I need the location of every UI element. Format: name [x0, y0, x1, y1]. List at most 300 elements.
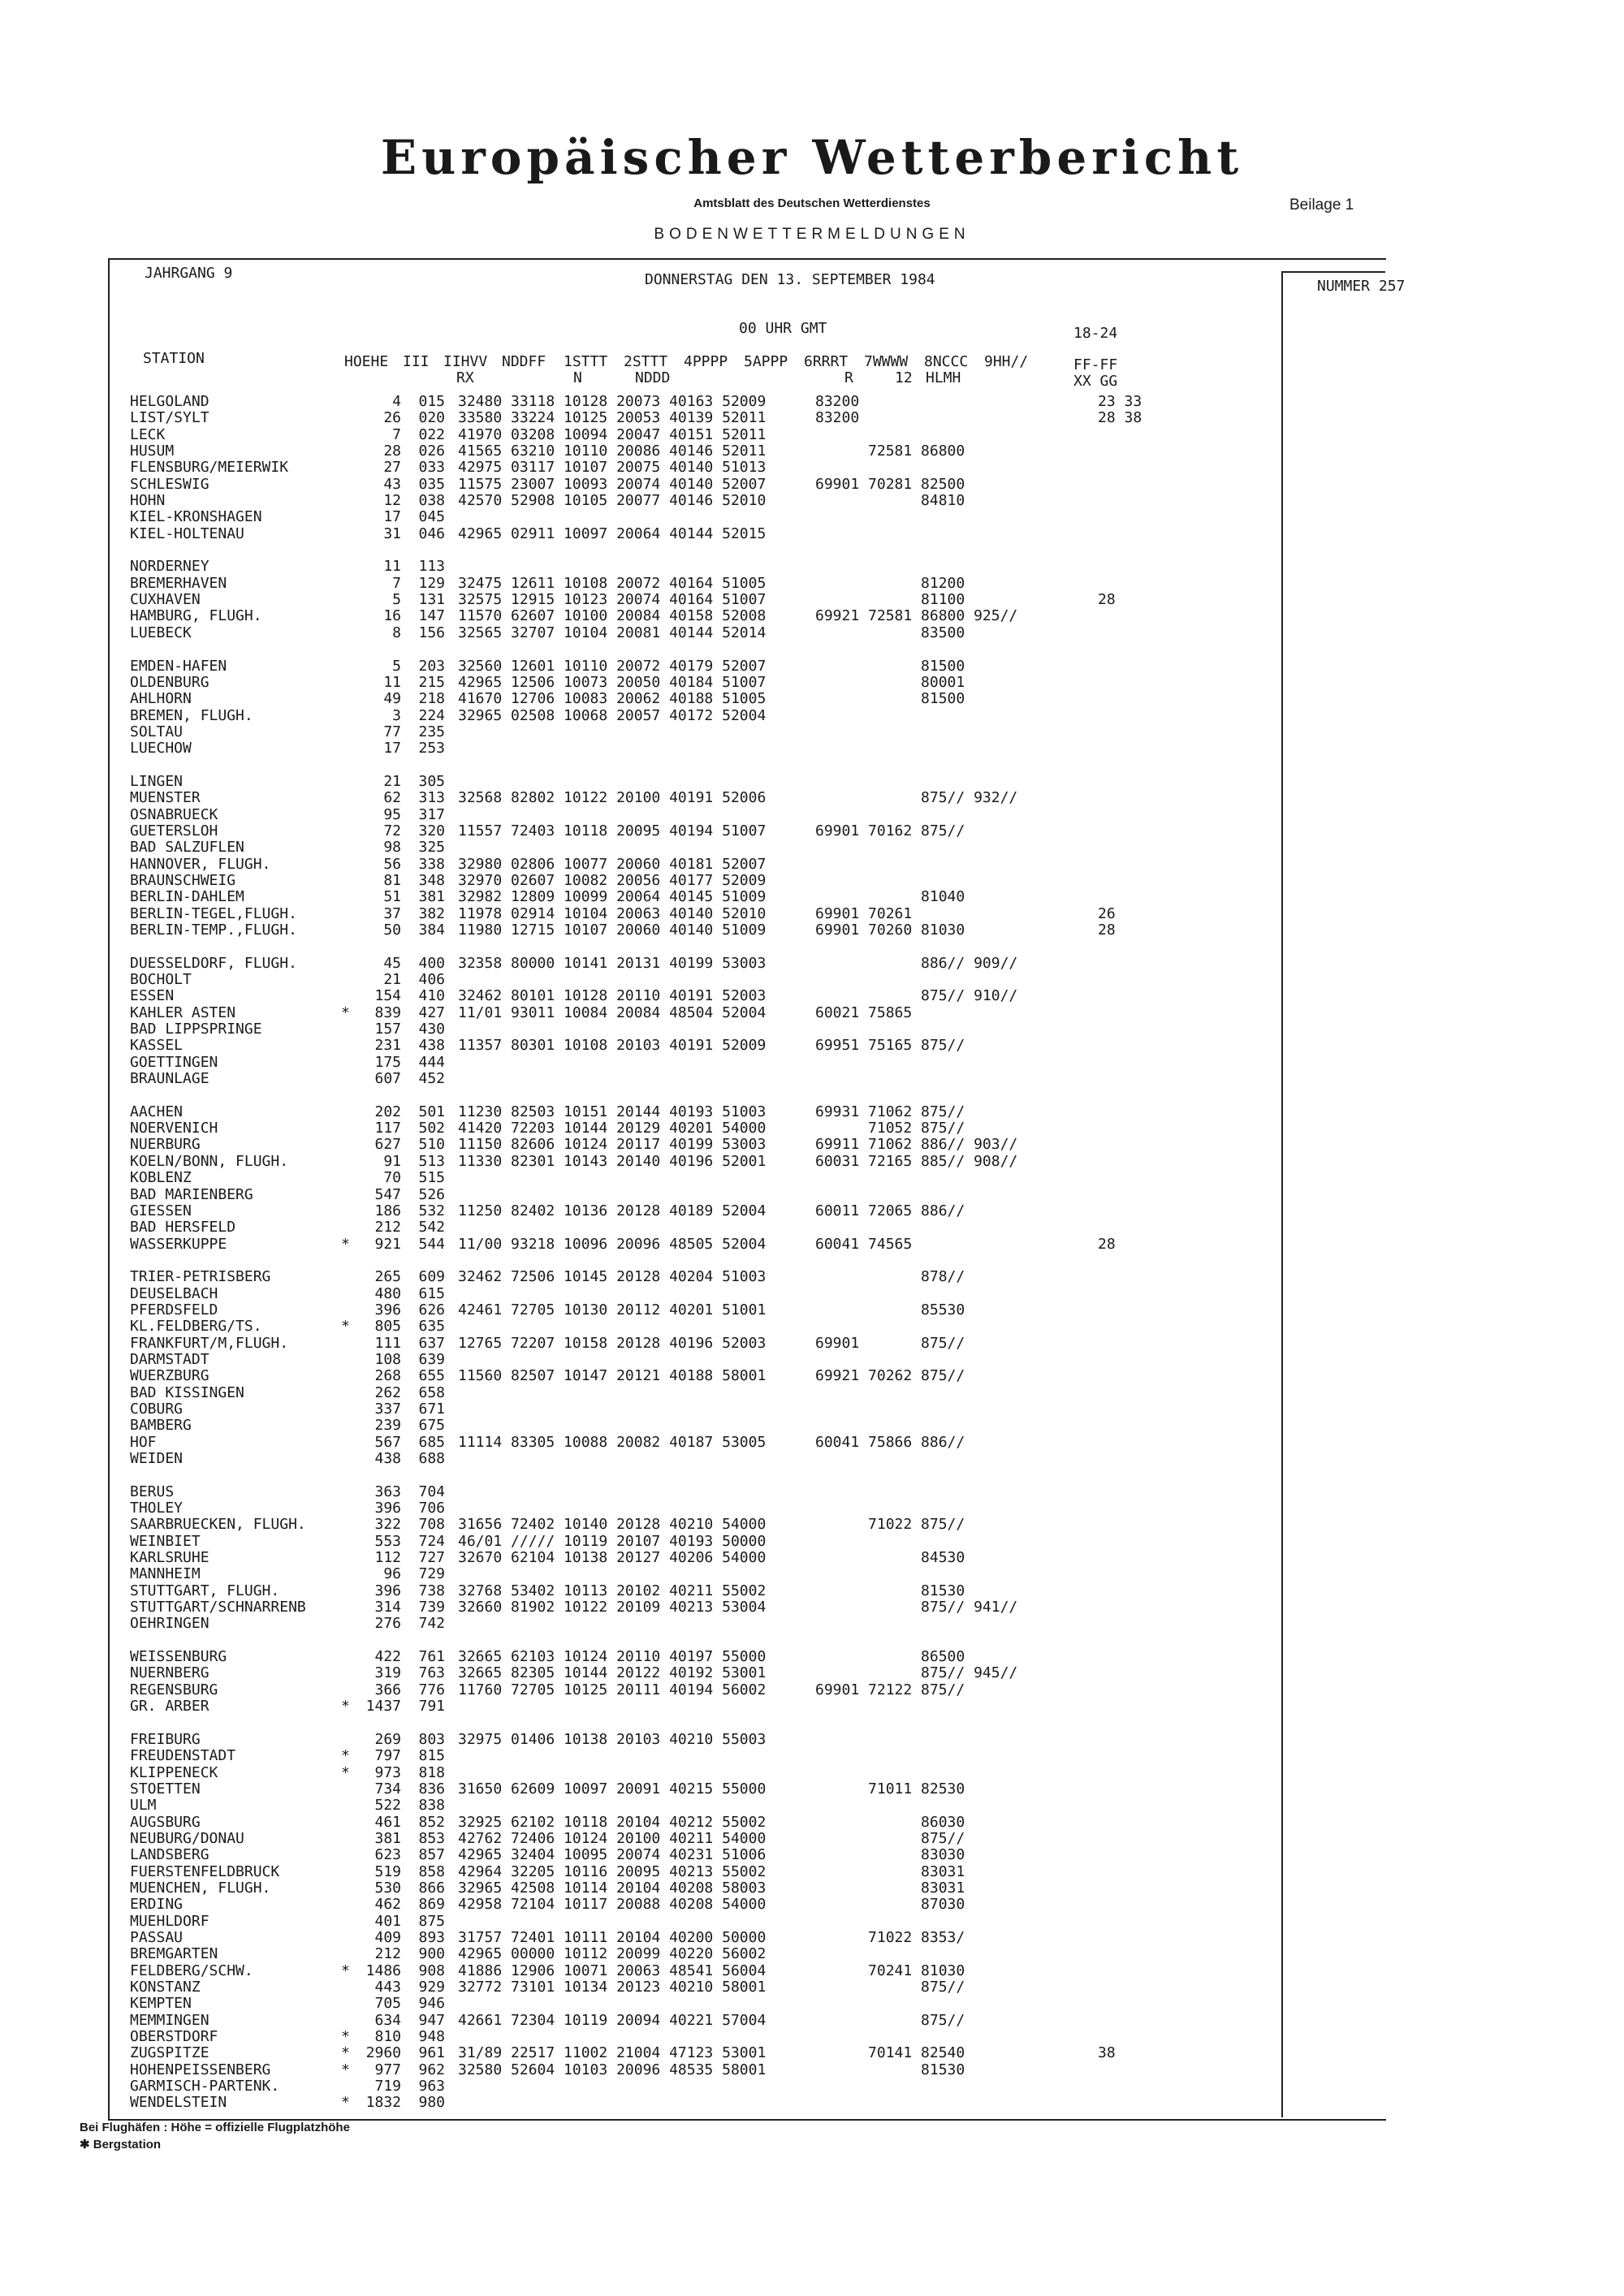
station-name: MEMMINGEN — [130, 2011, 209, 2029]
mountain-station-mark — [341, 987, 357, 1003]
synop-extra-groups — [815, 1698, 1098, 1714]
station-height: 363 — [374, 1482, 401, 1500]
station-number: 203 — [418, 657, 445, 675]
station-number: 400 — [418, 954, 445, 972]
station-number: 708 — [418, 1516, 445, 1534]
station-height: 607 — [374, 1070, 401, 1088]
station-height: 62 — [383, 789, 401, 807]
mountain-station-mark — [341, 1780, 357, 1797]
station-number: 637 — [418, 1334, 445, 1352]
table-row — [130, 558, 1163, 574]
station-name: FREIBURG — [130, 1730, 201, 1748]
station-number: 022 — [418, 425, 445, 443]
station-height: 522 — [374, 1797, 401, 1815]
synop-extra-groups: 69921 70262 875// — [815, 1367, 965, 1385]
station-number: 671 — [418, 1400, 445, 1418]
mountain-station-mark — [341, 575, 357, 591]
synop-groups: 46/01 ///// 10119 20107 40193 50000 — [458, 1532, 767, 1550]
synop-groups — [458, 1615, 815, 1631]
synop-extra-groups: 69901 70261 — [815, 904, 913, 922]
table-row — [130, 525, 1163, 542]
wind-gusts — [1098, 987, 1163, 1003]
station-height — [357, 1715, 401, 1731]
wind-gusts — [1098, 1995, 1163, 2011]
synop-groups — [458, 2028, 815, 2044]
table-row — [130, 426, 1163, 442]
station-height: 111 — [374, 1334, 401, 1352]
station-name: COBURG — [130, 1400, 184, 1418]
station-name: HOHENPEISSENBERG — [130, 2061, 271, 2078]
table-row — [130, 1351, 1163, 1367]
station-height: 462 — [374, 1896, 401, 1914]
synop-groups: 32575 12915 10123 20074 40164 51007 — [458, 591, 767, 609]
station-height — [357, 757, 401, 773]
table-row — [130, 591, 1163, 607]
wind-gusts — [1098, 476, 1163, 492]
synop-groups: 11114 83305 10088 20082 40187 53005 — [458, 1433, 767, 1451]
wind-gusts — [1098, 1533, 1163, 1549]
station-number — [401, 1252, 445, 1268]
station-name: WEISSENBURG — [130, 1648, 227, 1666]
synop-groups — [458, 773, 815, 789]
station-height: 11 — [383, 558, 401, 576]
table-row — [130, 1037, 1163, 1053]
mountain-station-mark — [341, 1995, 357, 2011]
synop-extra-groups — [815, 839, 1098, 855]
synop-extra-groups: 83030 — [815, 1846, 965, 1864]
station-name: NUERBURG — [130, 1136, 201, 1154]
table-row — [130, 1285, 1163, 1301]
synop-groups — [458, 723, 815, 740]
synop-groups: 11250 82402 10136 20128 40189 52004 — [458, 1202, 767, 1219]
station-name: THOLEY — [130, 1500, 184, 1517]
station-number: 626 — [418, 1301, 445, 1318]
wind-gusts: 28 — [1098, 591, 1116, 609]
wind-gusts — [1098, 1384, 1163, 1400]
station-number: 317 — [418, 805, 445, 823]
station-height: 705 — [374, 1995, 401, 2013]
station-name: HANNOVER, FLUGH. — [130, 855, 271, 873]
mountain-station-mark — [341, 1599, 357, 1615]
station-name: MANNHEIM — [130, 1565, 201, 1583]
col-r: R — [844, 369, 853, 386]
station-number — [401, 542, 445, 558]
synop-groups — [458, 1565, 815, 1582]
station-number: 515 — [418, 1169, 445, 1187]
row-spacer — [130, 1252, 1163, 1268]
wind-gusts — [1098, 508, 1163, 524]
station-name — [130, 1715, 341, 1731]
synop-extra-groups: 72581 86800 — [815, 442, 965, 460]
station-number: 836 — [418, 1780, 445, 1798]
synop-extra-groups: 70241 81030 — [815, 1962, 965, 1979]
station-height: 28 — [383, 442, 401, 460]
mountain-station-mark — [341, 1549, 357, 1565]
wind-gusts — [1098, 938, 1163, 954]
wind-gusts — [1098, 1731, 1163, 1747]
mountain-station-mark — [341, 1715, 357, 1731]
mountain-station-mark — [341, 1202, 357, 1219]
wind-gusts — [1098, 1186, 1163, 1202]
mountain-station-mark — [341, 872, 357, 888]
station-height: 553 — [374, 1532, 401, 1550]
station-name: OBERSTDORF — [130, 2028, 218, 2046]
station-number: 033 — [418, 459, 445, 477]
station-height: 175 — [374, 1053, 401, 1071]
wind-gusts — [1098, 492, 1163, 508]
station-height: 231 — [374, 1037, 401, 1055]
station-name: WEIDEN — [130, 1450, 184, 1467]
station-name: KIEL-HOLTENAU — [130, 524, 244, 542]
synop-groups: 11/00 93218 10096 20096 48505 52004 — [458, 1235, 767, 1253]
synop-groups: 32462 80101 10128 20110 40191 52003 — [458, 987, 767, 1005]
mountain-station-mark — [341, 393, 357, 409]
wind-gusts — [1098, 426, 1163, 442]
synop-groups: 11980 12715 10107 20060 40140 51009 — [458, 921, 767, 939]
station-number: 858 — [418, 1862, 445, 1880]
mountain-station-mark — [341, 542, 357, 558]
station-name: KL.FELDBERG/TS. — [130, 1318, 262, 1336]
wind-gusts — [1098, 1880, 1163, 1896]
station-height: 269 — [374, 1730, 401, 1748]
mountain-station-mark — [341, 641, 357, 657]
synop-groups — [458, 1483, 815, 1500]
synop-extra-groups — [815, 938, 1098, 954]
synop-groups: 32560 12601 10110 20072 40179 52007 — [458, 657, 767, 675]
col-hlmh: HLMH — [926, 369, 961, 386]
synop-groups — [458, 1995, 815, 2011]
station-number: 635 — [418, 1318, 445, 1336]
station-name: TRIER-PETRISBERG — [130, 1268, 271, 1286]
wind-gusts — [1098, 1648, 1163, 1664]
station-number: 776 — [418, 1681, 445, 1698]
synop-groups: 32670 62104 10138 20127 40206 54000 — [458, 1549, 767, 1567]
wind-gusts — [1098, 674, 1163, 690]
station-height — [357, 1086, 401, 1103]
mountain-station-mark: * — [341, 1763, 350, 1781]
wind-gusts — [1098, 872, 1163, 888]
synop-groups — [458, 1500, 815, 1516]
wind-gusts: 23 33 — [1098, 393, 1142, 410]
wind-gusts — [1098, 2094, 1163, 2110]
table-row — [130, 492, 1163, 508]
station-name: PFERDSFELD — [130, 1301, 218, 1318]
station-height: 396 — [374, 1500, 401, 1517]
synop-extra-groups: 69901 72122 875// — [815, 1681, 965, 1698]
synop-groups — [458, 1747, 815, 1763]
frame-divider — [1281, 271, 1283, 2117]
wind-gusts — [1098, 2061, 1163, 2078]
wind-gusts — [1098, 1615, 1163, 1631]
synop-groups — [458, 1400, 815, 1417]
mountain-station-mark — [341, 1681, 357, 1698]
row-spacer — [130, 641, 1163, 657]
synop-groups — [458, 1054, 815, 1070]
synop-groups: 42964 32205 10116 20095 40213 55002 — [458, 1862, 767, 1880]
table-row — [130, 1500, 1163, 1516]
station-name: STOETTEN — [130, 1780, 201, 1798]
wind-gusts — [1098, 1301, 1163, 1318]
synop-extra-groups — [815, 971, 1098, 987]
mountain-station-mark — [341, 789, 357, 805]
station-name: STUTTGART/SCHNARRENB — [130, 1599, 306, 1616]
table-row — [130, 1335, 1163, 1351]
synop-groups: 32772 73101 10134 20123 40210 58001 — [458, 1979, 767, 1996]
mountain-station-mark — [341, 1516, 357, 1532]
station-number: 544 — [418, 1235, 445, 1253]
synop-groups: 42965 32404 10095 20074 40231 51006 — [458, 1846, 767, 1864]
table-row — [130, 1731, 1163, 1747]
synop-groups: 41970 03208 10094 20047 40151 52011 — [458, 425, 767, 443]
station-height: 623 — [374, 1846, 401, 1864]
synop-extra-groups — [815, 641, 1098, 657]
station-name — [130, 1466, 341, 1482]
station-number: 510 — [418, 1136, 445, 1154]
station-name: BAMBERG — [130, 1417, 192, 1435]
station-number: 869 — [418, 1896, 445, 1914]
table-row — [130, 624, 1163, 641]
table-row — [130, 1664, 1163, 1681]
wind-gusts — [1098, 1417, 1163, 1433]
station-height: 186 — [374, 1202, 401, 1219]
wind-gusts — [1098, 1219, 1163, 1235]
table-row — [130, 1698, 1163, 1714]
wind-gusts — [1098, 1549, 1163, 1565]
mountain-station-mark — [341, 525, 357, 542]
frame-divider-top — [1281, 271, 1385, 273]
mountain-station-mark — [341, 938, 357, 954]
synop-groups — [458, 1351, 815, 1367]
station-number: 852 — [418, 1813, 445, 1831]
synop-groups — [458, 1169, 815, 1185]
station-number: 675 — [418, 1417, 445, 1435]
mountain-station-mark — [341, 1648, 357, 1664]
mountain-station-mark — [341, 1945, 357, 1962]
mountain-station-mark — [341, 674, 357, 690]
station-name — [130, 1086, 341, 1103]
station-height: 91 — [383, 1152, 401, 1170]
station-height: 547 — [374, 1185, 401, 1203]
synop-groups: 41420 72203 10144 20129 40201 54000 — [458, 1120, 767, 1137]
station-number: 980 — [418, 2094, 445, 2112]
synop-extra-groups — [815, 2078, 1098, 2094]
station-height: 480 — [374, 1284, 401, 1302]
table-row — [130, 872, 1163, 888]
station-height: 319 — [374, 1664, 401, 1682]
mountain-station-mark — [341, 1615, 357, 1631]
wind-gusts — [1098, 1830, 1163, 1846]
station-number: 761 — [418, 1648, 445, 1666]
station-name: GIESSEN — [130, 1202, 192, 1219]
mountain-station-mark — [341, 1466, 357, 1482]
station-name: GR. ARBER — [130, 1698, 209, 1716]
wind-gusts — [1098, 757, 1163, 773]
section-title: BODENWETTERMELDUNGEN — [654, 226, 970, 243]
table-row — [130, 1450, 1163, 1466]
station-name: REGENSBURG — [130, 1681, 218, 1698]
synop-groups: 11357 80301 10108 20103 40191 52009 — [458, 1037, 767, 1055]
synop-groups: 42958 72104 10117 20088 40208 54000 — [458, 1896, 767, 1914]
table-row — [130, 1483, 1163, 1500]
station-name: AHLHORN — [130, 690, 192, 708]
synop-extra-groups: 875// — [815, 2011, 965, 2029]
mountain-station-mark: * — [341, 1235, 350, 1253]
station-height: 157 — [374, 1021, 401, 1038]
synop-groups: 11570 62607 10100 20084 40158 52008 — [458, 607, 767, 625]
station-height: 265 — [374, 1268, 401, 1286]
station-height: 719 — [374, 2078, 401, 2095]
station-height: 11 — [383, 673, 401, 691]
station-name — [130, 641, 341, 657]
synop-groups — [458, 1219, 815, 1235]
wind-gusts — [1098, 1632, 1163, 1648]
wind-gusts — [1098, 856, 1163, 872]
mountain-station-mark — [341, 1037, 357, 1053]
mountain-station-mark — [341, 1136, 357, 1152]
mountain-station-mark — [341, 1434, 357, 1450]
mountain-station-mark — [341, 1979, 357, 1995]
synop-extra-groups: 81100 — [815, 591, 965, 609]
station-number: 038 — [418, 492, 445, 510]
synop-extra-groups — [815, 426, 1098, 442]
mountain-station-mark — [341, 1351, 357, 1367]
table-row — [130, 2094, 1163, 2110]
station-number: 444 — [418, 1053, 445, 1071]
synop-groups — [458, 558, 815, 574]
col-9hh: 9HH// — [984, 353, 1029, 370]
station-name: BAD SALZUFLEN — [130, 839, 244, 857]
table-row — [130, 1913, 1163, 1929]
synop-extra-groups — [815, 1450, 1098, 1466]
station-number: 046 — [418, 524, 445, 542]
synop-extra-groups: 81500 — [815, 690, 965, 708]
synop-groups: 32982 12809 10099 20064 40145 51009 — [458, 888, 767, 906]
mountain-station-mark — [341, 442, 357, 459]
station-height: 17 — [383, 740, 401, 757]
table-row — [130, 1120, 1163, 1136]
wind-gusts — [1098, 707, 1163, 723]
table-row — [130, 971, 1163, 987]
synop-extra-groups — [815, 1417, 1098, 1433]
station-name: BERLIN-TEGEL,FLUGH. — [130, 904, 297, 922]
synop-groups — [458, 740, 815, 756]
station-name: GOETTINGEN — [130, 1053, 218, 1071]
station-height — [357, 641, 401, 657]
station-name: WUERZBURG — [130, 1367, 209, 1385]
synop-extra-groups: 83031 — [815, 1879, 965, 1897]
synop-extra-groups: 71022 875// — [815, 1516, 965, 1534]
wind-gusts — [1098, 740, 1163, 756]
station-height: 519 — [374, 1862, 401, 1880]
synop-groups: 32925 62102 10118 20104 40212 55002 — [458, 1813, 767, 1831]
station-number: 045 — [418, 508, 445, 526]
synop-extra-groups — [815, 1913, 1098, 1929]
station-height: 16 — [383, 607, 401, 625]
station-name: NEUBURG/DONAU — [130, 1829, 244, 1847]
mountain-station-mark — [341, 1565, 357, 1582]
station-height: 49 — [383, 690, 401, 708]
synop-groups: 11575 23007 10093 20074 40140 52007 — [458, 475, 767, 493]
table-row — [130, 839, 1163, 855]
period-label: 18-24 — [1073, 325, 1118, 342]
wind-gusts — [1098, 624, 1163, 641]
station-number: 908 — [418, 1962, 445, 1979]
synop-extra-groups: 69921 72581 86800 925// — [815, 607, 1018, 625]
synop-extra-groups: 87030 — [815, 1896, 965, 1914]
synop-groups — [458, 938, 815, 954]
station-height: 276 — [374, 1615, 401, 1633]
station-number: 320 — [418, 822, 445, 839]
station-height: 567 — [374, 1433, 401, 1451]
table-row — [130, 955, 1163, 971]
station-number: 156 — [418, 624, 445, 641]
synop-groups — [458, 1417, 815, 1433]
wind-gusts — [1098, 1202, 1163, 1219]
synop-extra-groups: 83500 — [815, 624, 965, 641]
synop-extra-groups — [815, 1054, 1098, 1070]
wind-gusts — [1098, 1698, 1163, 1714]
wind-gusts — [1098, 1599, 1163, 1615]
station-name: KIEL-KRONSHAGEN — [130, 508, 262, 526]
synop-extra-groups: 84810 — [815, 492, 965, 510]
synop-extra-groups — [815, 508, 1098, 524]
synop-groups — [458, 1764, 815, 1780]
synop-groups: 42461 72705 10130 20112 40201 51001 — [458, 1301, 767, 1318]
row-spacer — [130, 1086, 1163, 1103]
table-row — [130, 1516, 1163, 1532]
station-number: 235 — [418, 723, 445, 740]
synop-groups: 11560 82507 10147 20121 40188 58001 — [458, 1367, 767, 1385]
col-station: STATION — [143, 350, 205, 367]
col-ff: FF-FF — [1073, 356, 1118, 373]
synop-extra-groups — [815, 1533, 1098, 1549]
row-spacer — [130, 542, 1163, 558]
table-row — [130, 674, 1163, 690]
mountain-station-mark — [341, 508, 357, 524]
wind-gusts — [1098, 1466, 1163, 1482]
station-name: AUGSBURG — [130, 1813, 201, 1831]
synop-extra-groups: 69901 70260 81030 — [815, 921, 965, 939]
synop-extra-groups: 878// — [815, 1268, 965, 1286]
synop-extra-groups — [815, 806, 1098, 822]
table-row — [130, 1434, 1163, 1450]
table-row — [130, 1301, 1163, 1318]
mountain-station-mark — [341, 492, 357, 508]
station-name: KASSEL — [130, 1037, 184, 1055]
mountain-station-mark — [341, 690, 357, 706]
station-name: OLDENBURG — [130, 673, 209, 691]
mountain-station-mark — [341, 1863, 357, 1880]
synop-extra-groups — [815, 1219, 1098, 1235]
station-height: 734 — [374, 1780, 401, 1798]
station-name: BERLIN-DAHLEM — [130, 888, 244, 906]
mountain-station-mark: * — [341, 1747, 350, 1765]
synop-extra-groups — [815, 525, 1098, 542]
station-name: MUEHLDORF — [130, 1912, 209, 1930]
wind-gusts — [1098, 1500, 1163, 1516]
station-height: 26 — [383, 409, 401, 427]
synop-extra-groups — [815, 773, 1098, 789]
mountain-station-mark — [341, 558, 357, 574]
mountain-station-mark — [341, 476, 357, 492]
synop-groups — [458, 508, 815, 524]
wind-gusts — [1098, 1086, 1163, 1103]
synop-extra-groups: 71052 875// — [815, 1120, 965, 1137]
wind-gusts — [1098, 1814, 1163, 1830]
row-spacer — [130, 1466, 1163, 1482]
table-row — [130, 1582, 1163, 1599]
synop-groups: 32965 42508 10114 20104 40208 58003 — [458, 1879, 767, 1897]
